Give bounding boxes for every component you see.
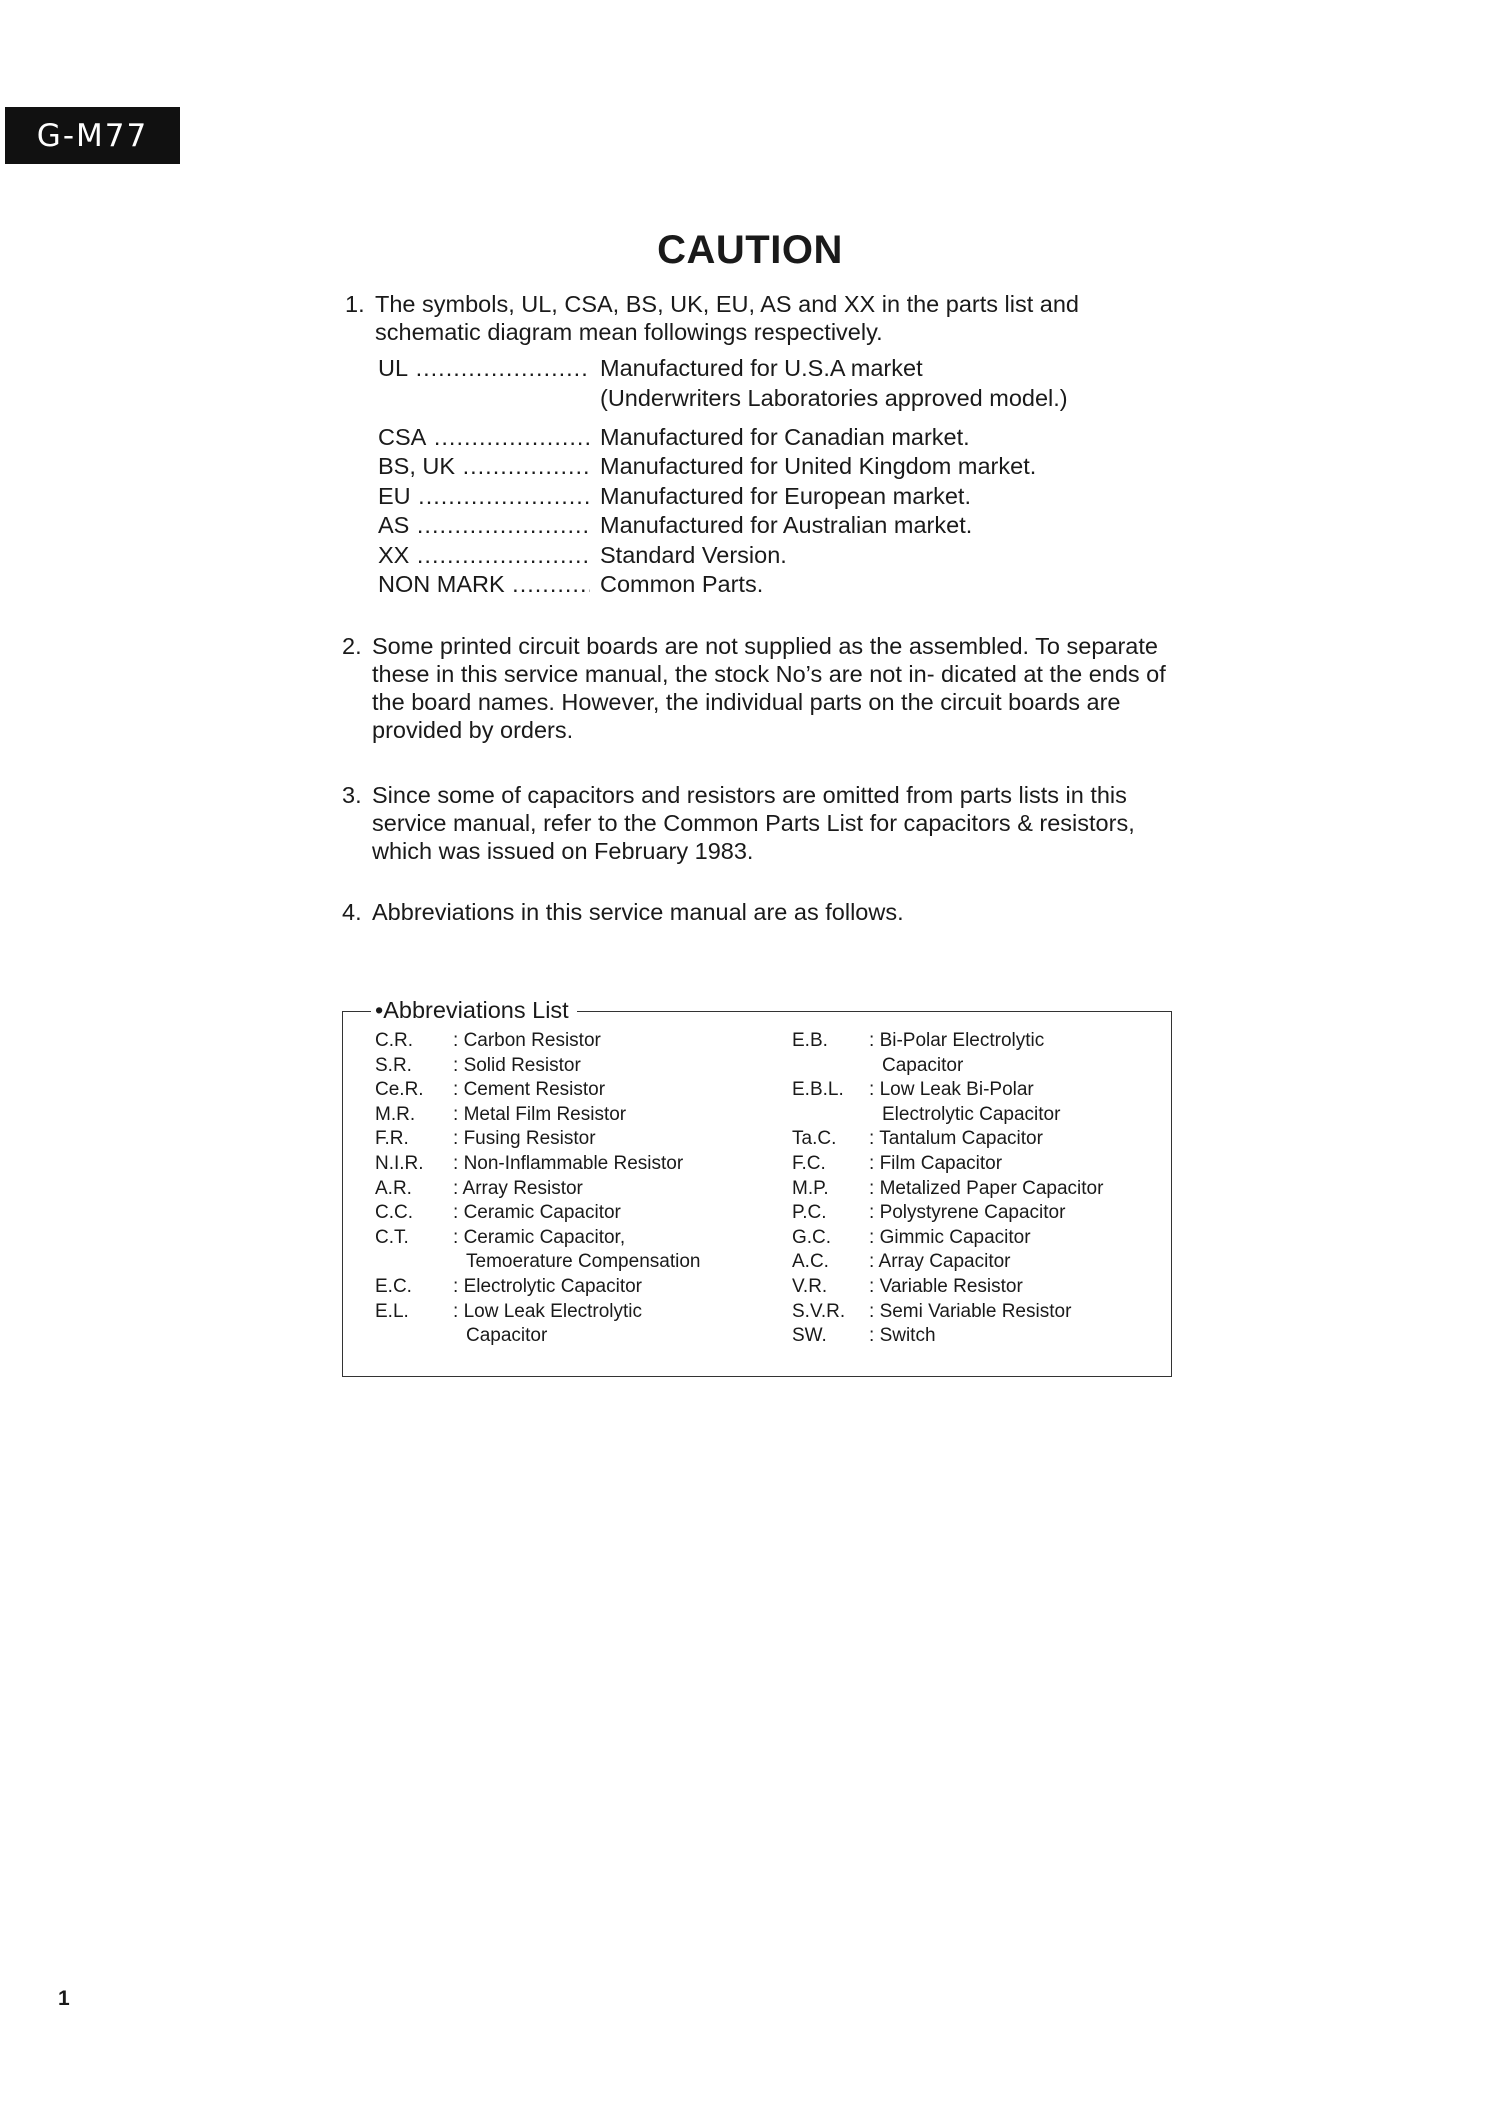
symbol-code: EU ..... (378, 483, 590, 510)
symbol-desc: Manufactured for U.S.A market (600, 355, 923, 381)
abbr-code: SW. (792, 1325, 827, 1347)
abbr-code: C.R. (375, 1030, 413, 1051)
abbr-code: C.T. (375, 1226, 409, 1248)
caution-item-2 (342, 632, 1182, 752)
symbol-code: UL ..... (378, 355, 590, 382)
abbr-desc: : Bi-Polar Electrolytic (869, 1030, 1044, 1052)
caution-item-4 (342, 898, 1182, 928)
abbr-code: A.C. (792, 1251, 829, 1273)
abbr-desc: : Metal Film Resistor (453, 1104, 626, 1126)
abbr-code: E.C. (375, 1275, 412, 1297)
abbr-desc: : Switch (869, 1325, 936, 1347)
abbr-desc: : Carbon Resistor (453, 1030, 601, 1052)
abbr-desc-continued: Temoerature Compensation (466, 1251, 701, 1273)
item-number: 2. (342, 633, 362, 659)
abbr-code: Ta.C. (792, 1128, 837, 1150)
abbr-code: Ce.R. (375, 1079, 424, 1101)
symbol-desc: Standard Version. (600, 541, 787, 568)
symbol-desc: Manufactured for European market. (600, 482, 971, 509)
symbol-row (378, 453, 1198, 483)
abbr-code: G.C. (792, 1226, 832, 1248)
abbr-desc: : Array Capacitor (869, 1251, 1011, 1273)
abbr-desc: : Polystyrene Capacitor (869, 1202, 1065, 1224)
item-text: Abbreviations in this service manual are as follows. (372, 899, 904, 925)
symbol-row (378, 542, 1198, 572)
abbr-desc: : Solid Resistor (453, 1055, 581, 1077)
abbr-desc: : Non-Inflammable Resistor (453, 1153, 683, 1175)
abbr-desc: : Cement Resistor (453, 1079, 605, 1101)
abbr-desc: : Semi Variable Resistor (869, 1301, 1071, 1323)
abbr-desc: : Low Leak Electrolytic (453, 1301, 642, 1323)
abbr-code: E.B. (792, 1030, 828, 1051)
symbol-code: NON MARK ..... (378, 571, 590, 598)
abbr-desc-continued: Electrolytic Capacitor (882, 1103, 1061, 1125)
symbol-desc: Manufactured for Canadian market. (600, 423, 970, 450)
abbr-code: F.C. (792, 1152, 826, 1174)
abbr-desc: : Tantalum Capacitor (869, 1128, 1043, 1150)
page-title: CAUTION (657, 228, 843, 272)
symbol-desc: Manufactured for United Kingdom market. (600, 453, 1037, 479)
abbr-code: A.R. (375, 1177, 412, 1199)
symbol-row (378, 483, 1198, 513)
abbr-desc: : Ceramic Capacitor (453, 1202, 621, 1224)
abbr-desc: : Variable Resistor (869, 1276, 1023, 1298)
abbr-desc: : Low Leak Bi-Polar (869, 1079, 1034, 1101)
abbr-code: C.C. (375, 1202, 413, 1224)
abbr-desc-continued: Capacitor (882, 1054, 964, 1076)
symbol-code: BS, UK ..... (378, 453, 590, 480)
symbol-row (378, 385, 1198, 424)
abbr-code: S.V.R. (792, 1300, 846, 1322)
abbr-desc: : Array Resistor (453, 1178, 583, 1200)
caution-item-1 (345, 290, 1185, 350)
abbr-desc: : Ceramic Capacitor, (453, 1227, 625, 1249)
abbr-code: V.R. (792, 1275, 828, 1297)
symbol-code: CSA ..... (378, 424, 590, 451)
abbr-code: M.P. (792, 1177, 829, 1199)
abbr-desc: : Metalized Paper Capacitor (869, 1178, 1103, 1200)
abbreviations-legend: •Abbreviations List (371, 997, 577, 1024)
abbr-desc: : Fusing Resistor (453, 1128, 596, 1150)
abbr-code: F.R. (375, 1128, 409, 1150)
symbol-desc: Manufactured for Australian market. (600, 512, 973, 538)
symbol-desc: Common Parts. (600, 571, 764, 597)
item-number: 4. (342, 899, 362, 925)
symbol-row (378, 571, 1198, 601)
caution-item-3 (342, 781, 1182, 871)
page-number: 1 (58, 1987, 70, 2010)
item-number: 3. (342, 782, 362, 808)
item-text: The symbols, UL, CSA, BS, UK, EU, AS and XX in the parts list and schematic diagram mean followings respectively. (375, 291, 1080, 345)
abbr-desc: : Film Capacitor (869, 1153, 1002, 1175)
symbol-code: AS ..... (378, 512, 590, 539)
item-number: 1. (345, 291, 365, 317)
abbr-code: M.R. (375, 1103, 416, 1125)
abbr-code: S.R. (375, 1054, 412, 1076)
abbr-code: E.B.L. (792, 1079, 844, 1101)
abbr-code: P.C. (792, 1202, 827, 1224)
symbol-code: XX ..... (378, 542, 590, 569)
model-tab: G-M77 (5, 107, 180, 164)
item-text: Some printed circuit boards are not supplied as the assembled. To separate these in this service manual, the stock No’s are not in- dicated at the ends of the board names. However, the individual parts on the circuit boards are provided by orders. (372, 633, 1166, 743)
abbr-code: N.I.R. (375, 1152, 424, 1174)
symbol-row (378, 512, 1198, 542)
abbr-desc: : Gimmic Capacitor (869, 1227, 1031, 1249)
abbr-desc: : Electrolytic Capacitor (453, 1276, 642, 1298)
symbol-desc: (Underwriters Laboratories approved model.) (600, 384, 1068, 411)
abbr-code: E.L. (375, 1300, 409, 1322)
symbol-row (378, 424, 1198, 454)
symbol-row (378, 355, 1198, 385)
item-text: Since some of capacitors and resistors are omitted from parts lists in this service manual, refer to the Common Parts List for capacitors & resistors, which was issued on February 1983. (372, 782, 1135, 864)
symbol-list (378, 355, 1198, 601)
abbr-desc-continued: Capacitor (466, 1325, 548, 1347)
